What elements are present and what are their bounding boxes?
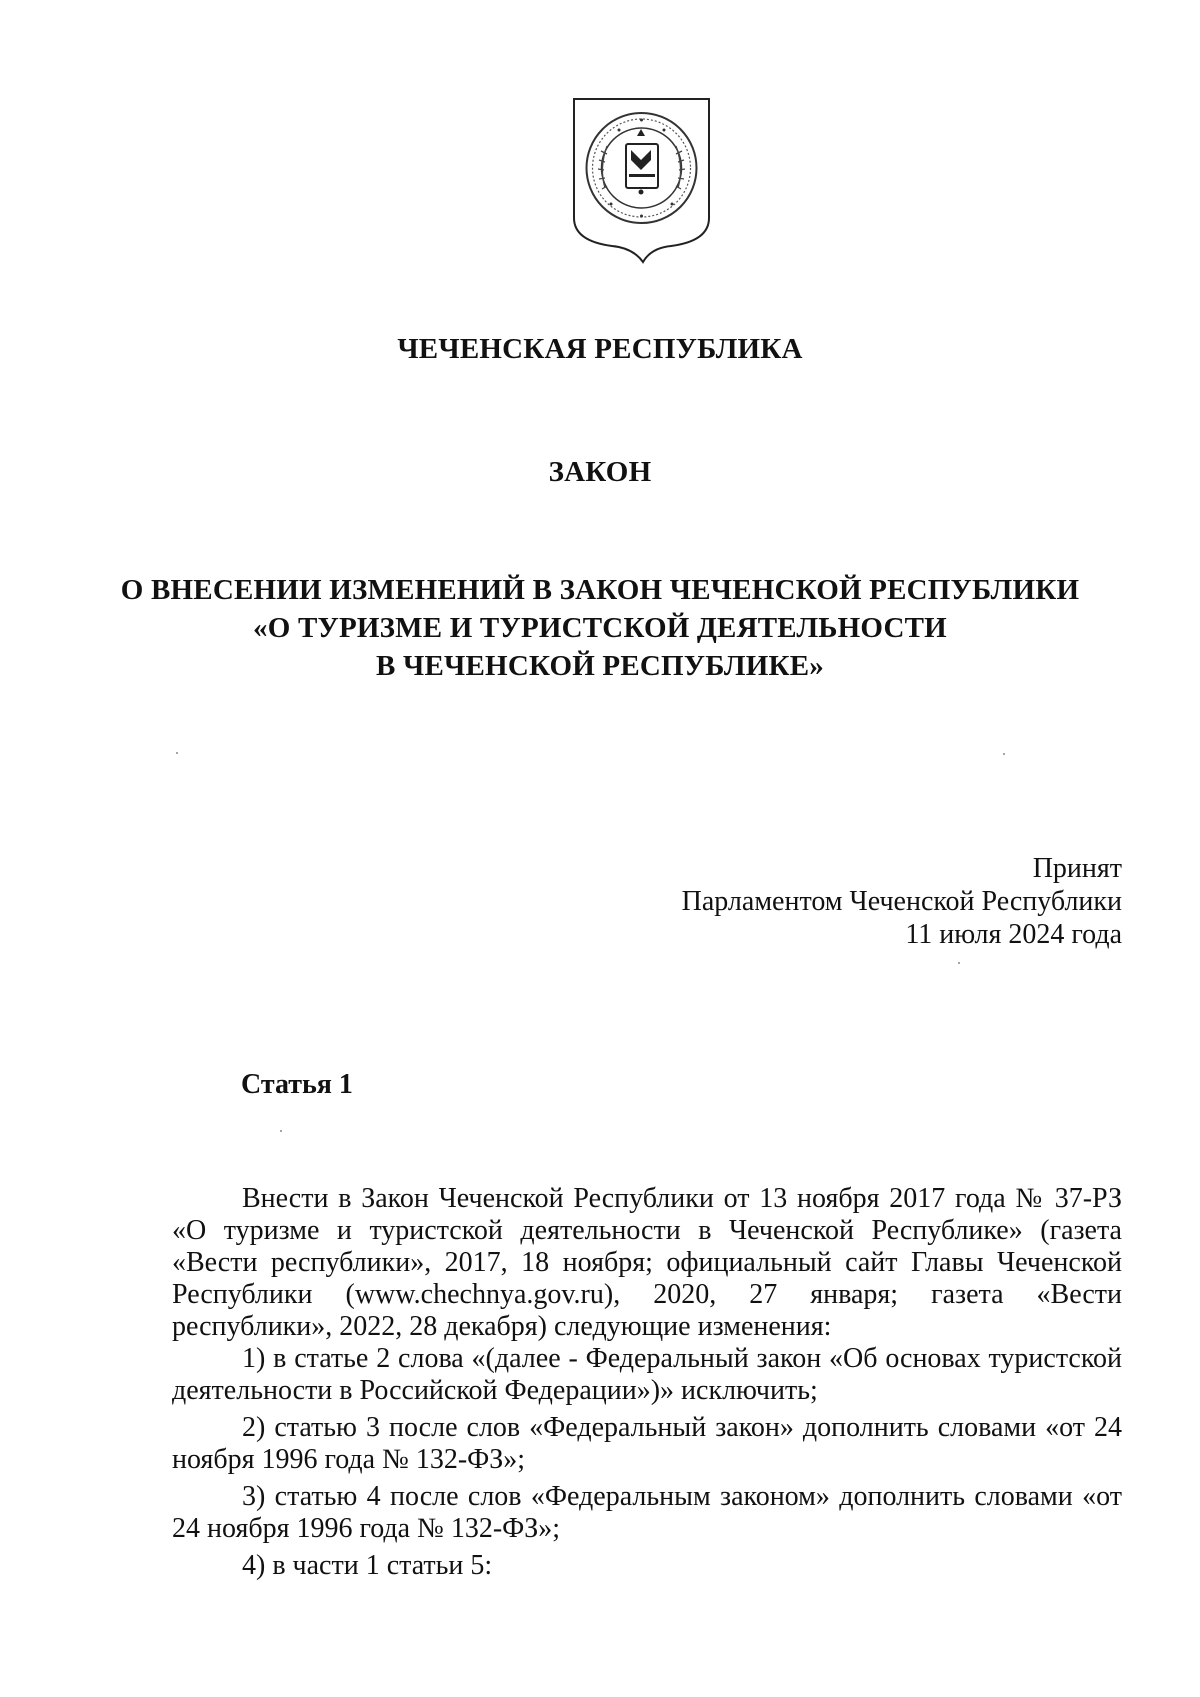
adoption-line: Парламентом Чеченской Республики — [681, 886, 1122, 917]
scan-speck — [176, 752, 178, 754]
coat-of-arms-icon — [571, 96, 712, 266]
adoption-date: 11 июля 2024 года — [905, 919, 1122, 950]
article-paragraph: 1) в статье 2 слова «(далее - Федеральный закон «Об основах туристской деятельности в Российской Федерации»)» исключить; — [172, 1343, 1122, 1406]
article-paragraph: 3) статью 4 после слов «Федеральным законом» дополнить словами «от 24 ноября 1996 года № 132-ФЗ»; — [172, 1481, 1122, 1544]
law-title-line: В ЧЕЧЕНСКОЙ РЕСПУБЛИКЕ» — [376, 650, 824, 682]
scan-speck — [958, 962, 960, 964]
scan-speck — [1003, 753, 1005, 755]
law-title-line: О ВНЕСЕНИИ ИЗМЕНЕНИЙ В ЗАКОН ЧЕЧЕНСКОЙ РЕСПУБЛИКИ — [120, 574, 1080, 606]
article-paragraph: 2) статью 3 после слов «Федеральный закон» дополнить словами «от 24 ноября 1996 года № 132-ФЗ»; — [172, 1412, 1122, 1475]
document-type-heading: ЗАКОН — [548, 456, 652, 488]
article-heading: Статья 1 — [241, 1069, 353, 1100]
article-body — [172, 1183, 1122, 1587]
article-paragraph: Внести в Закон Чеченской Республики от 13 ноября 2017 года № 37-РЗ «О туризме и туристской деятельности в Чеченской Республике» (газета «Вести республики», 2017, 18 ноября; официальный сайт Главы Чеченской Республики (www.chechnya.gov.ru), 2020, 27 января; газета «Вести республики», 2022, 28 декабря) следующие изменения: — [172, 1183, 1122, 1342]
law-title — [0, 571, 1200, 685]
scan-speck — [280, 1130, 282, 1132]
adoption-line: Принят — [1032, 853, 1122, 884]
article-paragraph: 4) в части 1 статьи 5: — [242, 1550, 493, 1581]
republic-heading: ЧЕЧЕНСКАЯ РЕСПУБЛИКА — [397, 333, 803, 365]
adoption-block — [522, 852, 1122, 951]
law-title-line: «О ТУРИЗМЕ И ТУРИСТСКОЙ ДЕЯТЕЛЬНОСТИ — [253, 612, 947, 644]
